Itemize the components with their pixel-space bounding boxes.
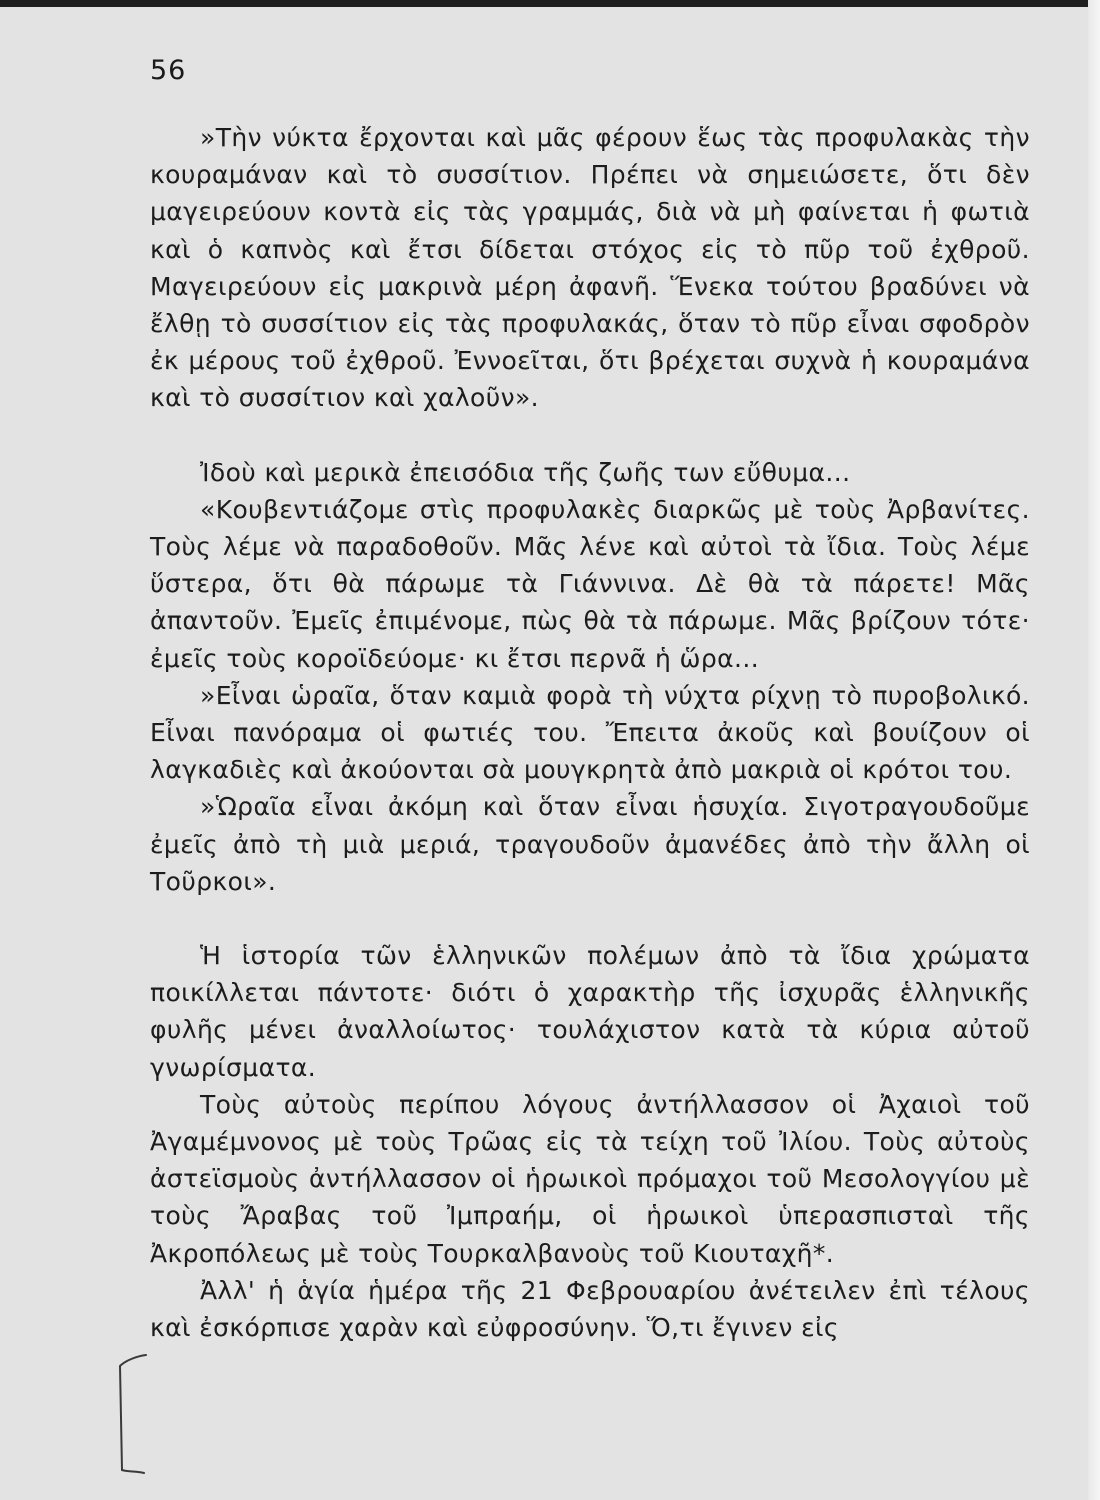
page-number: 56 <box>150 55 187 86</box>
paragraph-7: Τοὺς αὐτοὺς περίπου λόγους ἀντήλλασσον οἱ Ἀχαιοὶ τοῦ Ἀγαμέμνονος μὲ τοὺς Τρῶας εἰς τὰ τείχη τοῦ Ἰλίου. Τοὺς αὐτοὺς ἀστεϊσμοὺς ἀντήλλασσον οἱ ἡρωικοὶ πρόμαχοι τοῦ Μεσολογγίου μὲ τοὺς Ἄραβας τοῦ Ἰμπραήμ, οἱ ἡρωικοὶ ὑπερασπισταὶ τῆς Ἀκροπόλεως μὲ τοὺς Τουρκαλβανοὺς τοῦ Κιουταχῆ*. <box>150 1089 1030 1268</box>
paragraph-1: »Τὴν νύκτα ἔρχονται καὶ μᾶς φέρουν ἕως τὰς προφυλακὰς τὴν κουραμάναν καὶ τὸ συσσίτιον. Πρέπει νὰ σημειώσετε, ὅτι δὲν μαγειρεύουν κοντὰ εἰς τὰς γραμμάς, διὰ νὰ μὴ φαίνεται ἡ φωτιὰ καὶ ὁ καπνὸς καὶ ἔτσι δίδεται στόχος εἰς τὸ πῦρ τοῦ ἐχθροῦ. Μαγειρεύουν εἰς μακρινὰ μέρη ἀφανῆ. Ἕνεκα τούτου βραδύνει νὰ ἔλθῃ τὸ συσσίτιον εἰς τὰς προφυλακάς, ὅταν τὸ πῦρ εἶναι σφοδρὸν ἐκ μέρους τοῦ ἐχθροῦ. Ἐννοεῖται, ὅτι βρέχεται συχνὰ ἡ κουραμάνα καὶ τὸ συσσίτιον καὶ χαλοῦν». <box>150 123 1030 413</box>
scan-right-edge <box>1088 0 1100 1500</box>
paragraph-2: Ἰδοὺ καὶ μερικὰ ἐπεισόδια τῆς ζωῆς των εὔθυμα... <box>200 457 851 487</box>
paragraph-4: »Εἶναι ὡραῖα, ὅταν καμιὰ φορὰ τὴ νύχτα ρίχνῃ τὸ πυροβολικό. Εἶναι πανόραμα οἱ φωτιές του. Ἔπειτα ἀκοῦς καὶ βουίζουν οἱ λαγκαδιὲς καὶ ἀκούονται σὰ μουγκρητὰ ἀπὸ μακριὰ οἱ κρότοι του. <box>150 680 1030 785</box>
page-text <box>150 119 1030 1346</box>
paragraph-3: «Κουβεντιάζομε στὶς προφυλακὲς διαρκῶς μὲ τοὺς Ἀρβανίτες. Τοὺς λέμε νὰ παραδοθοῦν. Μᾶς λένε καὶ αὐτοὶ τὰ ἴδια. Τοὺς λέμε ὕστερα, ὅτι θὰ πάρωμε τὰ Γιάννινα. Δὲ θὰ τὰ πάρετε! Μᾶς ἀπαντοῦν. Ἐμεῖς ἐπιμένομε, πὼς θὰ τὰ πάρωμε. Μᾶς βρίζουν τότε· ἐμεῖς τοὺς κοροϊδεύομε· κι ἔτσι περνᾶ ἡ ὥρα... <box>150 494 1030 673</box>
paragraph-8: Ἀλλ' ἡ ἁγία ἡμέρα τῆς 21 Φεβρουαρίου ἀνέτειλεν ἐπὶ τέλους καὶ ἐσκόρπισε χαρὰν καὶ εὐφροσύνην. Ὅ,τι ἔγινεν εἰς <box>150 1275 1030 1343</box>
paragraph-6: Ἡ ἱστορία τῶν ἑλληνικῶν πολέμων ἀπὸ τὰ ἴδια χρώματα ποικίλλεται πάντοτε· διότι ὁ χαρακτὴρ τῆς ἰσχυρᾶς ἑλληνικῆς φυλῆς μένει ἀναλλοίωτος· τουλάχιστον κατὰ τὰ κύρια αὐτοῦ γνωρίσματα. <box>150 941 1030 1082</box>
paragraph-5: »Ὡραῖα εἶναι ἀκόμη καὶ ὅταν εἶναι ἡσυχία. Σιγοτραγουδοῦμε ἐμεῖς ἀπὸ τὴ μιὰ μεριά, τραγουδοῦν ἀμανέδες ἀπὸ τὴν ἄλλη οἱ Τοῦρκοι». <box>150 792 1030 896</box>
scan-top-edge <box>0 0 1100 7</box>
handwritten-bracket-mark <box>112 1352 150 1477</box>
